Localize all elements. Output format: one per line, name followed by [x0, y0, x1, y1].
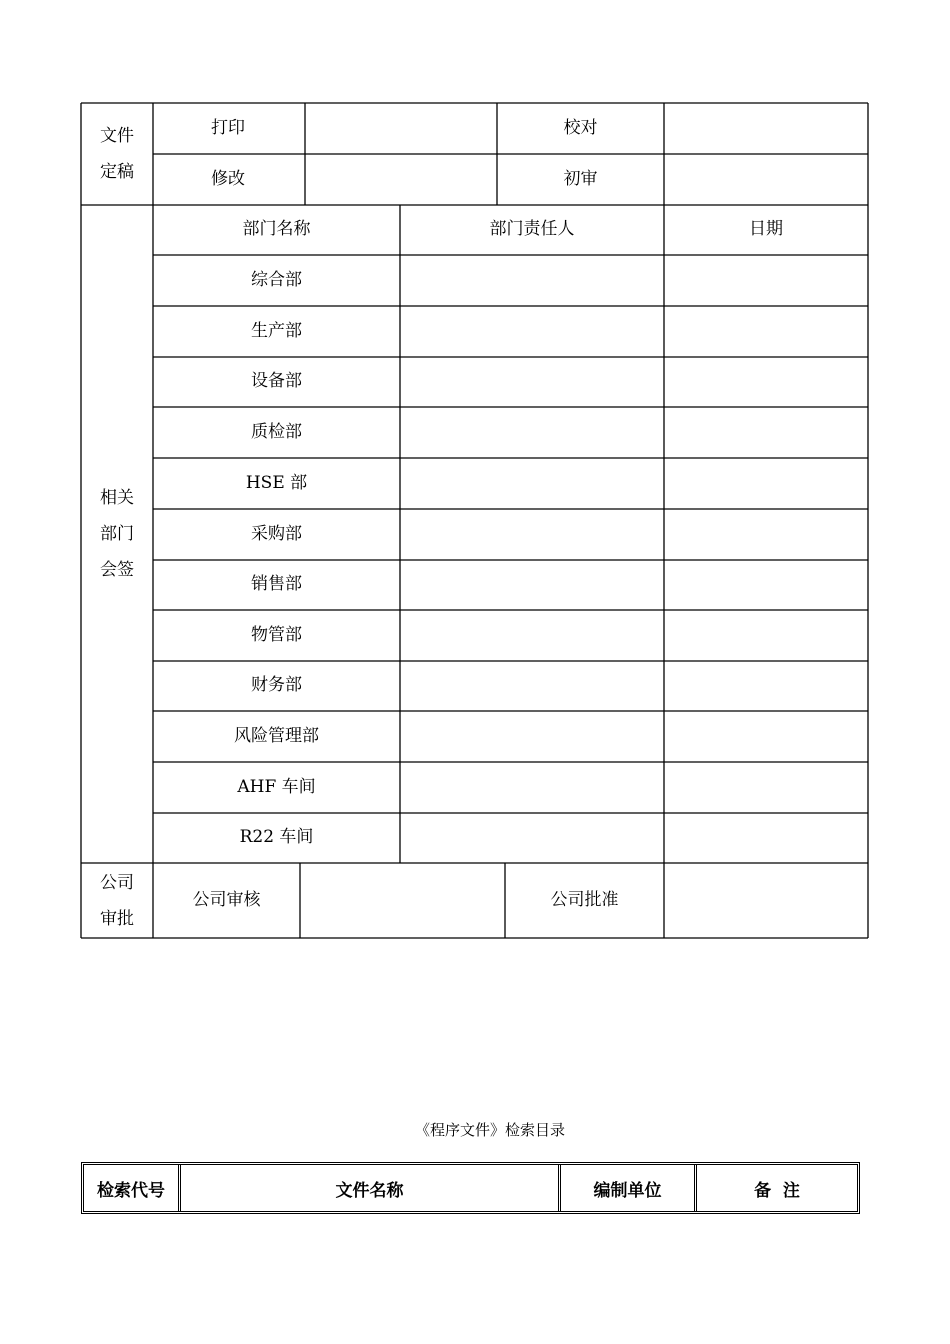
toc-header-code: 检索代号: [84, 1165, 181, 1211]
dept-name-cell: 综合部: [251, 269, 302, 290]
dept-date-field[interactable]: [664, 509, 868, 560]
dept-name-cell: 风险管理部: [234, 725, 319, 746]
dept-date-field[interactable]: [664, 306, 868, 357]
print-field[interactable]: [305, 103, 497, 154]
dept-person-field[interactable]: [400, 661, 664, 711]
countersign-label-line-3: 会签: [100, 560, 134, 580]
dept-person-field[interactable]: [400, 255, 664, 306]
finalization-label-line-1: 文件: [100, 126, 134, 146]
dept-person-field[interactable]: [400, 610, 664, 661]
dept-name-cell: HSE 部: [245, 472, 308, 493]
company-review-label: 公司审核: [192, 889, 261, 910]
dept-date-field[interactable]: [664, 813, 868, 863]
dept-date-field[interactable]: [664, 762, 868, 813]
proof-field[interactable]: [664, 103, 868, 154]
finalization-label: [81, 103, 153, 205]
dept-date-field[interactable]: [664, 610, 868, 661]
countersign-label-line-2: 部门: [100, 524, 134, 544]
dept-date-field[interactable]: [664, 560, 868, 610]
dept-date-field[interactable]: [664, 711, 868, 762]
dept-name-cell: R22 车间: [239, 827, 314, 848]
countersign-label: [81, 205, 153, 863]
header-dept-person: 部门责任人: [489, 219, 575, 240]
dept-person-field[interactable]: [400, 357, 664, 407]
dept-date-field[interactable]: [664, 255, 868, 306]
dept-name-cell: 销售部: [251, 574, 302, 595]
dept-name-cell: 财务部: [251, 675, 302, 696]
dept-person-field[interactable]: [400, 813, 664, 863]
header-date: 日期: [749, 219, 783, 240]
dept-person-field[interactable]: [400, 407, 664, 458]
revise-label: 修改: [211, 168, 245, 189]
dept-person-field[interactable]: [400, 711, 664, 762]
toc-header-name: 文件名称: [181, 1165, 561, 1211]
dept-date-field[interactable]: [664, 407, 868, 458]
dept-name-cell: 设备部: [251, 371, 302, 392]
dept-date-field[interactable]: [664, 357, 868, 407]
dept-name-cell: AHF 车间: [237, 776, 316, 797]
company-approve-label: 公司批准: [550, 889, 619, 910]
dept-name-cell: 采购部: [251, 523, 302, 544]
dept-name-cell: 物管部: [251, 624, 302, 645]
toc-header-remark: 备 注: [754, 1180, 800, 1201]
dept-person-field[interactable]: [400, 306, 664, 357]
dept-name-cell: 生产部: [251, 320, 302, 341]
toc-header-row: [81, 1162, 860, 1214]
dept-person-field[interactable]: [400, 560, 664, 610]
dept-date-field[interactable]: [664, 458, 868, 509]
dept-person-field[interactable]: [400, 762, 664, 813]
dept-date-field[interactable]: [664, 661, 868, 711]
first-review-label: 初审: [563, 168, 598, 189]
first-review-field[interactable]: [664, 154, 868, 205]
dept-person-field[interactable]: [400, 509, 664, 560]
countersign-label-line-1: 相关: [100, 488, 134, 508]
dept-name-cell: 质检部: [251, 421, 302, 442]
revise-field[interactable]: [305, 154, 497, 205]
company-review-field[interactable]: [300, 863, 505, 938]
header-dept-name: 部门名称: [242, 219, 311, 240]
dept-person-field[interactable]: [400, 458, 664, 509]
company-approve-field[interactable]: [664, 863, 868, 938]
proof-label: 校对: [563, 117, 598, 138]
finalization-label-line-2: 定稿: [100, 162, 134, 182]
print-label: 打印: [211, 117, 245, 138]
company-label-line-2: 审批: [100, 908, 134, 929]
company-label-line-1: 公司: [100, 872, 134, 893]
toc-caption: 《程序文件》检索目录: [414, 1121, 565, 1139]
company-label: [81, 863, 153, 938]
toc-header-unit: 编制单位: [561, 1165, 697, 1211]
